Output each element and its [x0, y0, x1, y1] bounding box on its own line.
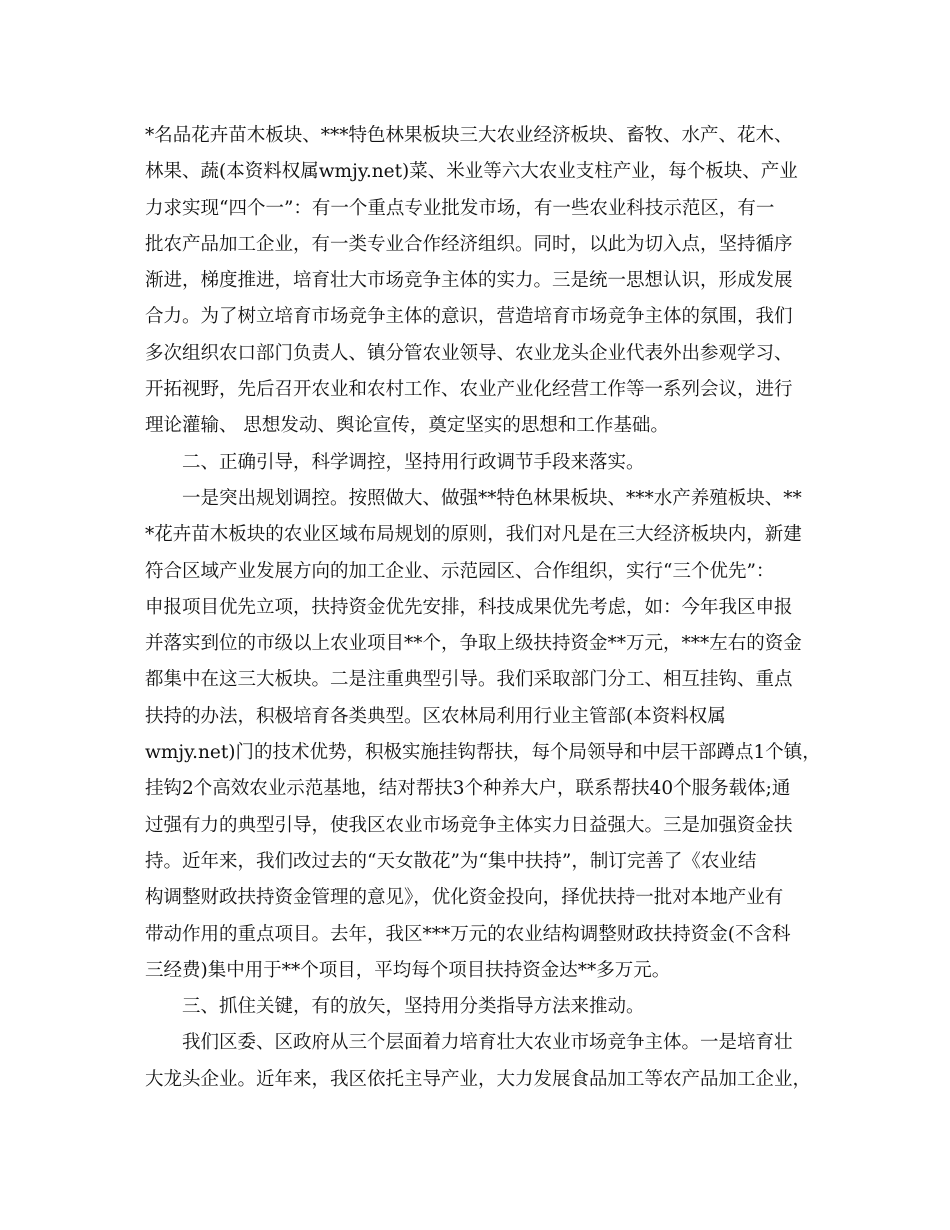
text-line: *花卉苗木板块的农业区域布局规划的原则，我们对凡是在三大经济板块内，新建 [145, 524, 802, 546]
text-line: 都集中在这三大板块。二是注重典型引导。我们采取部门分工、相互挂钩、重点 [145, 669, 793, 691]
text-line: 扶持的办法，积极培育各类典型。区农林局利用行业主管部(本资料权属 [145, 705, 726, 727]
text-line: 理论灌输、 思想发动、舆论宣传，奠定坚实的思想和工作基础。 [145, 415, 669, 437]
text-line: 渐进，梯度推进，培育壮大市场竞争主体的实力。三是统一思想认识，形成发展 [145, 270, 793, 292]
paragraph-start: 我们区委、区政府从三个层面着力培育壮大农业市场竞争主体。一是培育壮 [182, 1032, 793, 1054]
text-line: 并落实到位的市级以上农业项目**个，争取上级扶持资金**万元，***左右的资金 [145, 633, 802, 655]
text-line: 带动作用的重点项目。去年，我区***万元的农业结构调整财政扶持资金(不含科 [145, 923, 791, 945]
text-line: 力求实现“四个一”：有一个重点专业批发市场，有一些农业科技示范区，有一 [145, 197, 775, 219]
text-line: 三经费)集中用于**个项目，平均每个项目扶持资金达**多万元。 [145, 959, 671, 981]
section-heading: 三、抓住关键，有的放矢，坚持用分类指导方法来推动。 [182, 996, 645, 1018]
text-line: wmjy.net)门的技术优势，积极实施挂钩帮扶，每个局领导和中层干部蹲点1个镇， [145, 742, 821, 764]
paragraph-start: 一是突出规划调控。按照做大、做强**特色林果板块、***水产养殖板块、** [182, 487, 802, 509]
text-line: 合力。为了树立培育市场竞争主体的意识，营造培育市场竞争主体的氛围，我们 [145, 306, 793, 328]
text-line: 多次组织农口部门负责人、镇分管农业领导、农业龙头企业代表外出参观学习、 [145, 342, 793, 364]
text-line: 开拓视野，先后召开农业和农村工作、农业产业化经营工作等一系列会议，进行 [145, 379, 793, 401]
text-line: 大龙头企业。近年来，我区依托主导产业，大力发展食品加工等农产品加工企业， [145, 1068, 812, 1090]
body-text [145, 118, 821, 1098]
text-line: 挂钩2个高效农业示范基地，结对帮扶3个种养大户，联系帮扶40个服务载体;通 [145, 778, 791, 800]
text-line: 符合区域产业发展方向的加工企业、示范园区、合作组织，实行“三个优先”： [145, 560, 775, 582]
text-line: 过强有力的典型引导，使我区农业市场竞争主体实力日益强大。三是加强资金扶 [145, 814, 793, 836]
text-line: 批农产品加工企业，有一类专业合作经济组织。同时，以此为切入点，坚持循序 [145, 233, 793, 255]
text-line: 构调整财政扶持资金管理的意见》，优化资金投向，择优扶持一批对本地产业有 [145, 887, 784, 909]
section-heading: 二、正确引导，科学调控，坚持用行政调节手段来落实。 [182, 451, 645, 473]
text-line: 林果、蔬(本资料权属wmjy.net)菜、米业等六大农业支柱产业，每个板块、产业 [145, 161, 798, 183]
text-line: *名品花卉苗木板块、***特色林果板块三大农业经济板块、畜牧、水产、花木、 [145, 125, 793, 146]
text-line: 持。近年来，我们改过去的“天女散花”为“集中扶持”，制订完善了《农业结 [145, 850, 757, 872]
text-line: 申报项目优先立项，扶持资金优先安排，科技成果优先考虑，如：今年我区申报 [145, 596, 793, 618]
